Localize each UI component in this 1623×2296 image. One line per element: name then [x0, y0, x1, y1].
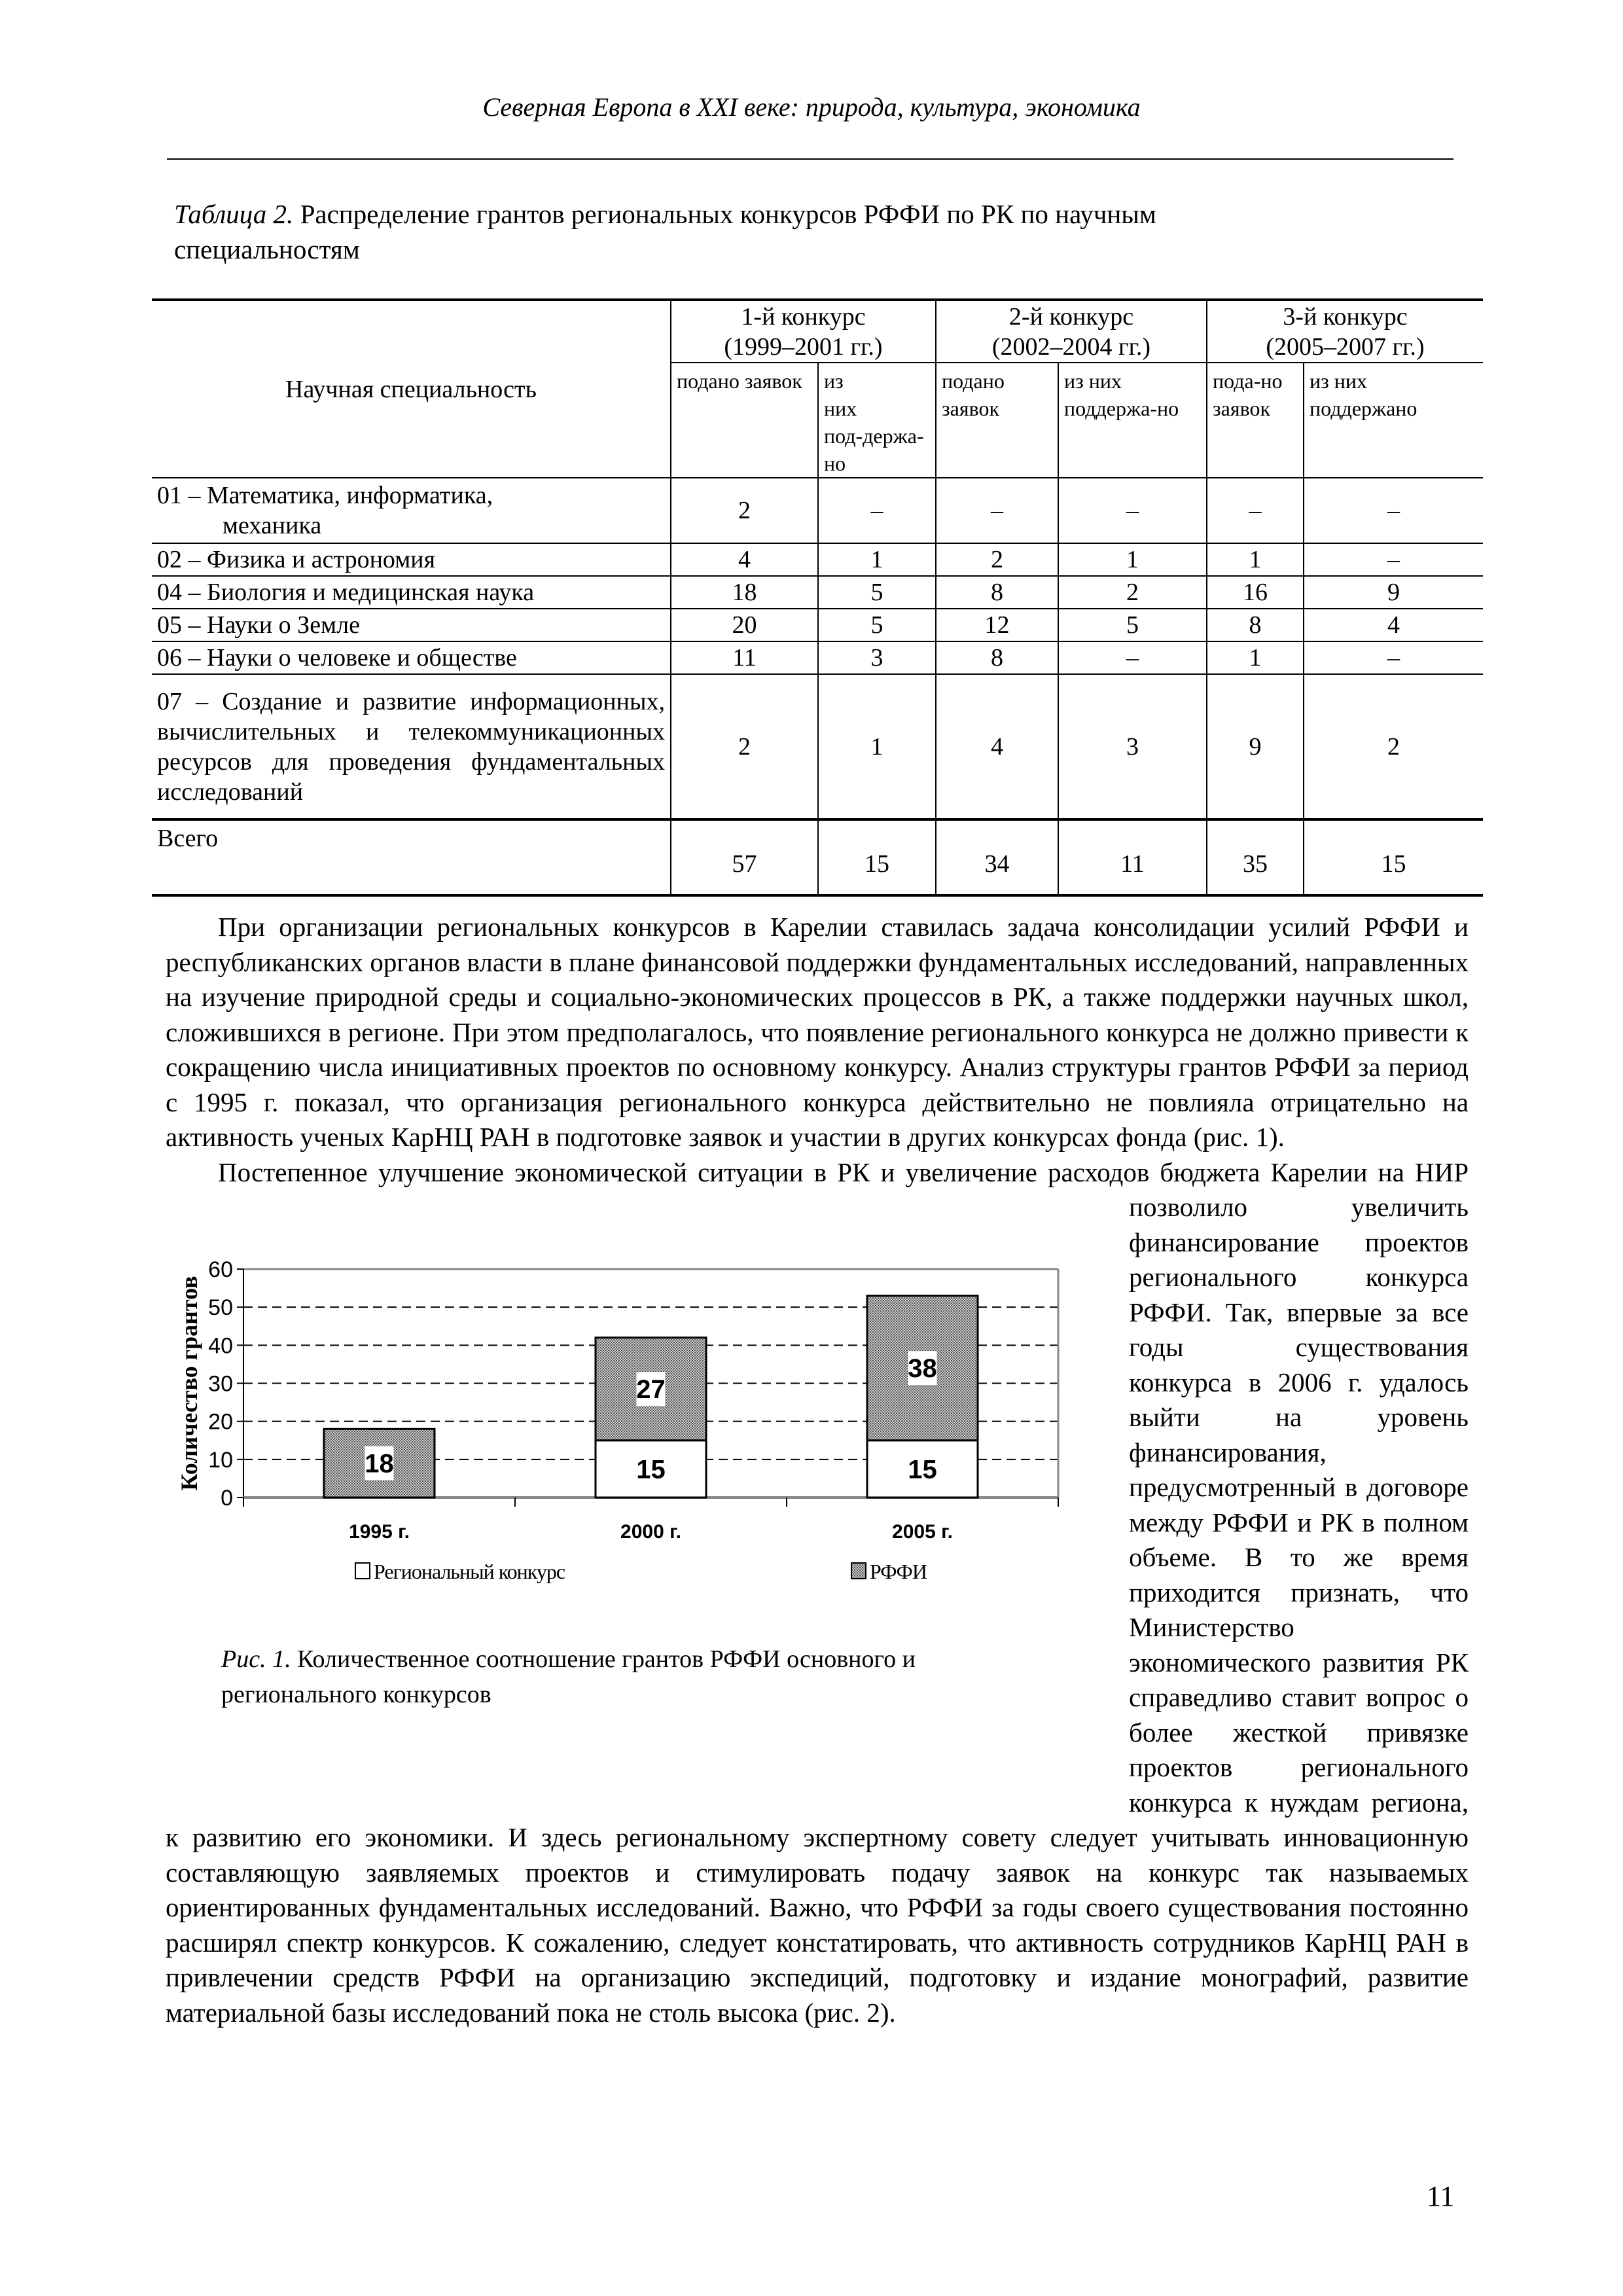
- cell: 8: [936, 641, 1058, 674]
- bar-chart: [166, 1190, 1129, 1622]
- cell: –: [1058, 641, 1207, 674]
- header-supported: из них поддержа-но: [1058, 363, 1207, 478]
- cell: 2: [1304, 674, 1483, 819]
- cell: –: [1304, 641, 1483, 674]
- cell: 8: [1207, 609, 1304, 641]
- cell: 1: [818, 674, 936, 819]
- contest-years: (2005–2007 гг.): [1266, 332, 1425, 361]
- cell: 5: [818, 576, 936, 609]
- header-supported: из них под-держа-но: [818, 363, 936, 478]
- row-spec: 05 – Науки о Земле: [152, 609, 671, 641]
- cell: 15: [818, 819, 936, 895]
- cell: 3: [1058, 674, 1207, 819]
- legend-swatch: [851, 1563, 866, 1579]
- header-contest-3: [1207, 300, 1483, 363]
- row-spec: 04 – Биология и медицинская наука: [152, 576, 671, 609]
- header-submitted: пода-но заявок: [1207, 363, 1304, 478]
- row-spec: [152, 478, 671, 543]
- cell: 20: [671, 609, 818, 641]
- table-row: [152, 609, 1483, 641]
- table-caption-text: Распределение грантов региональных конкурсов РФФИ по РК по научным специальностям: [174, 199, 1156, 264]
- header-rule: [167, 158, 1454, 160]
- cell: 11: [1058, 819, 1207, 895]
- figure-caption-text: Количественное соотношение грантов РФФИ основного и регионального конкурсов: [221, 1645, 916, 1708]
- cell: 4: [671, 543, 818, 576]
- contest-years: (2002–2004 гг.): [991, 332, 1151, 361]
- y-tick-label: 20: [208, 1409, 233, 1435]
- cell: 2: [1058, 576, 1207, 609]
- y-tick-label: 30: [208, 1371, 233, 1397]
- y-tick-label: 60: [208, 1257, 233, 1282]
- cell: –: [818, 478, 936, 543]
- row-spec: 02 – Физика и астрономия: [152, 543, 671, 576]
- y-tick-label: 40: [208, 1333, 233, 1359]
- legend-label: Региональный конкурс: [374, 1560, 565, 1583]
- cell: –: [1304, 543, 1483, 576]
- paragraph-2-block: [166, 1155, 1469, 2031]
- table-row: [152, 576, 1483, 609]
- cell: 9: [1207, 674, 1304, 819]
- cell: 4: [936, 674, 1058, 819]
- table-row: [152, 674, 1483, 819]
- y-tick-label: 0: [221, 1486, 233, 1511]
- row-spec-line: механика: [223, 512, 322, 539]
- contest-name: 2-й конкурс: [1008, 302, 1134, 331]
- cell: 34: [936, 819, 1058, 895]
- cell: 9: [1304, 576, 1483, 609]
- cell: –: [1207, 478, 1304, 543]
- cell: 12: [936, 609, 1058, 641]
- cell: 5: [818, 609, 936, 641]
- x-tick-label: 2005 г.: [892, 1521, 953, 1543]
- cell: –: [1058, 478, 1207, 543]
- paragraph-1: При организации региональных конкурсов в Карелии ставилась задача консолидации усилий РФФИ и республиканских органов власти в плане финансовой поддержки фундаментальных исследований, направленных на изучение природной среды и социально-экономических процессов в РК, а также поддержки научных школ, сложившихся в регионе. При этом предполагалось, что появление регионального конкурса не должно привести к сокращению числа инициативных проектов по основному конкурсу. Анализ структуры грантов РФФИ за период с 1995 г. показал, что организация регионального конкурса действительно не повлияла отрицательно на активность ученых КарНЦ РАН в подготовке заявок и участии в других конкурсах фонда (рис. 1).: [166, 912, 1469, 1152]
- contest-name: 3-й конкурс: [1283, 302, 1408, 331]
- cell: 16: [1207, 576, 1304, 609]
- y-axis-title: Количество грантов: [176, 1276, 202, 1491]
- cell: 3: [818, 641, 936, 674]
- cell: 2: [671, 478, 818, 543]
- legend-label: РФФИ: [870, 1560, 927, 1583]
- y-tick-label: 50: [208, 1295, 233, 1321]
- table-row-total: [152, 819, 1483, 895]
- table-row: [152, 478, 1483, 543]
- cell: 1: [1058, 543, 1207, 576]
- table-caption-label: Таблица 2.: [174, 199, 294, 229]
- cell: 11: [671, 641, 818, 674]
- cell: –: [936, 478, 1058, 543]
- header-submitted: подано заявок: [671, 363, 818, 478]
- header-contest-2: [936, 300, 1207, 363]
- row-spec: 07 – Создание и развитие информационных, вычислительных и телекоммуникационных ресурсов для проведения фундаментальных исследований: [152, 674, 671, 819]
- x-tick-label: 2000 г.: [620, 1521, 681, 1543]
- contest-name: 1-й конкурс: [741, 302, 866, 331]
- cell: 1: [1207, 543, 1304, 576]
- cell: 18: [671, 576, 818, 609]
- header-submitted: подано заявок: [936, 363, 1058, 478]
- data-label: 38: [908, 1354, 937, 1384]
- table-row: [152, 641, 1483, 674]
- cell: –: [1304, 478, 1483, 543]
- row-spec-line: 01 – Математика, информатика,: [157, 482, 493, 509]
- figure-caption-label: Рис. 1.: [221, 1645, 291, 1673]
- y-tick-label: 10: [208, 1447, 233, 1473]
- data-label: 18: [365, 1449, 394, 1479]
- row-spec: 06 – Науки о человеке и обществе: [152, 641, 671, 674]
- cell: 15: [1304, 819, 1483, 895]
- cell: 2: [936, 543, 1058, 576]
- cell: 1: [818, 543, 936, 576]
- cell: 8: [936, 576, 1058, 609]
- cell: 5: [1058, 609, 1207, 641]
- contest-years: (1999–2001 гг.): [724, 332, 883, 361]
- legend-swatch: [355, 1563, 370, 1579]
- page-number: 11: [1427, 2180, 1455, 2212]
- grants-table: [152, 298, 1483, 897]
- body-text: [166, 910, 1469, 2030]
- cell: 1: [1207, 641, 1304, 674]
- row-spec: Всего: [152, 819, 671, 895]
- cell: 2: [671, 674, 818, 819]
- header-contest-1: [671, 300, 936, 363]
- data-label: 15: [636, 1455, 666, 1484]
- figure-1: [166, 1190, 1129, 1814]
- figure-caption: [221, 1641, 1039, 1712]
- data-label: 27: [636, 1375, 666, 1405]
- running-head: Северная Европа в XXI веке: природа, культура, экономика: [482, 92, 1141, 122]
- table-caption: [174, 196, 1287, 267]
- cell: 4: [1304, 609, 1483, 641]
- header-supported: из них поддержано: [1304, 363, 1483, 478]
- cell: 57: [671, 819, 818, 895]
- table-row: [152, 543, 1483, 576]
- cell: 35: [1207, 819, 1304, 895]
- data-label: 15: [908, 1455, 937, 1484]
- header-spec: Научная специальность: [152, 300, 671, 478]
- x-tick-label: 1995 г.: [349, 1521, 410, 1543]
- paragraph-2: Постепенное улучшение экономической ситуации в РК и увеличение расходов бюджета Карелии на НИР позволило увеличить финансирование проектов регионального конкурса РФФИ. Так, впервые за все годы существования конкурса в 2006 г. удалось выйти на уровень финансирования, предусмотренный в договоре между РФФИ и РК в полном объеме. В то же время приходится признать, что Министерство экономического развития РК справедливо ставит вопрос о более жесткой привязке проектов регионального конкурса к нуждам региона, к развитию его экономики. И здесь региональному экспертному совету следует учитывать инновационную составляющую заявляемых проектов и стимулировать подачу заявок на конкурс так называемых ориентированных фундаментальных исследований. Важно, что РФФИ за годы своего существования постоянно расширял спектр конкурсов. К сожалению, следует констатировать, что активность сотрудников КарНЦ РАН в привлечении средств РФФИ на организацию экспедиций, подготовку и издание монографий, развитие материальной базы исследований пока не столь высока (рис. 2).: [166, 1157, 1469, 2028]
